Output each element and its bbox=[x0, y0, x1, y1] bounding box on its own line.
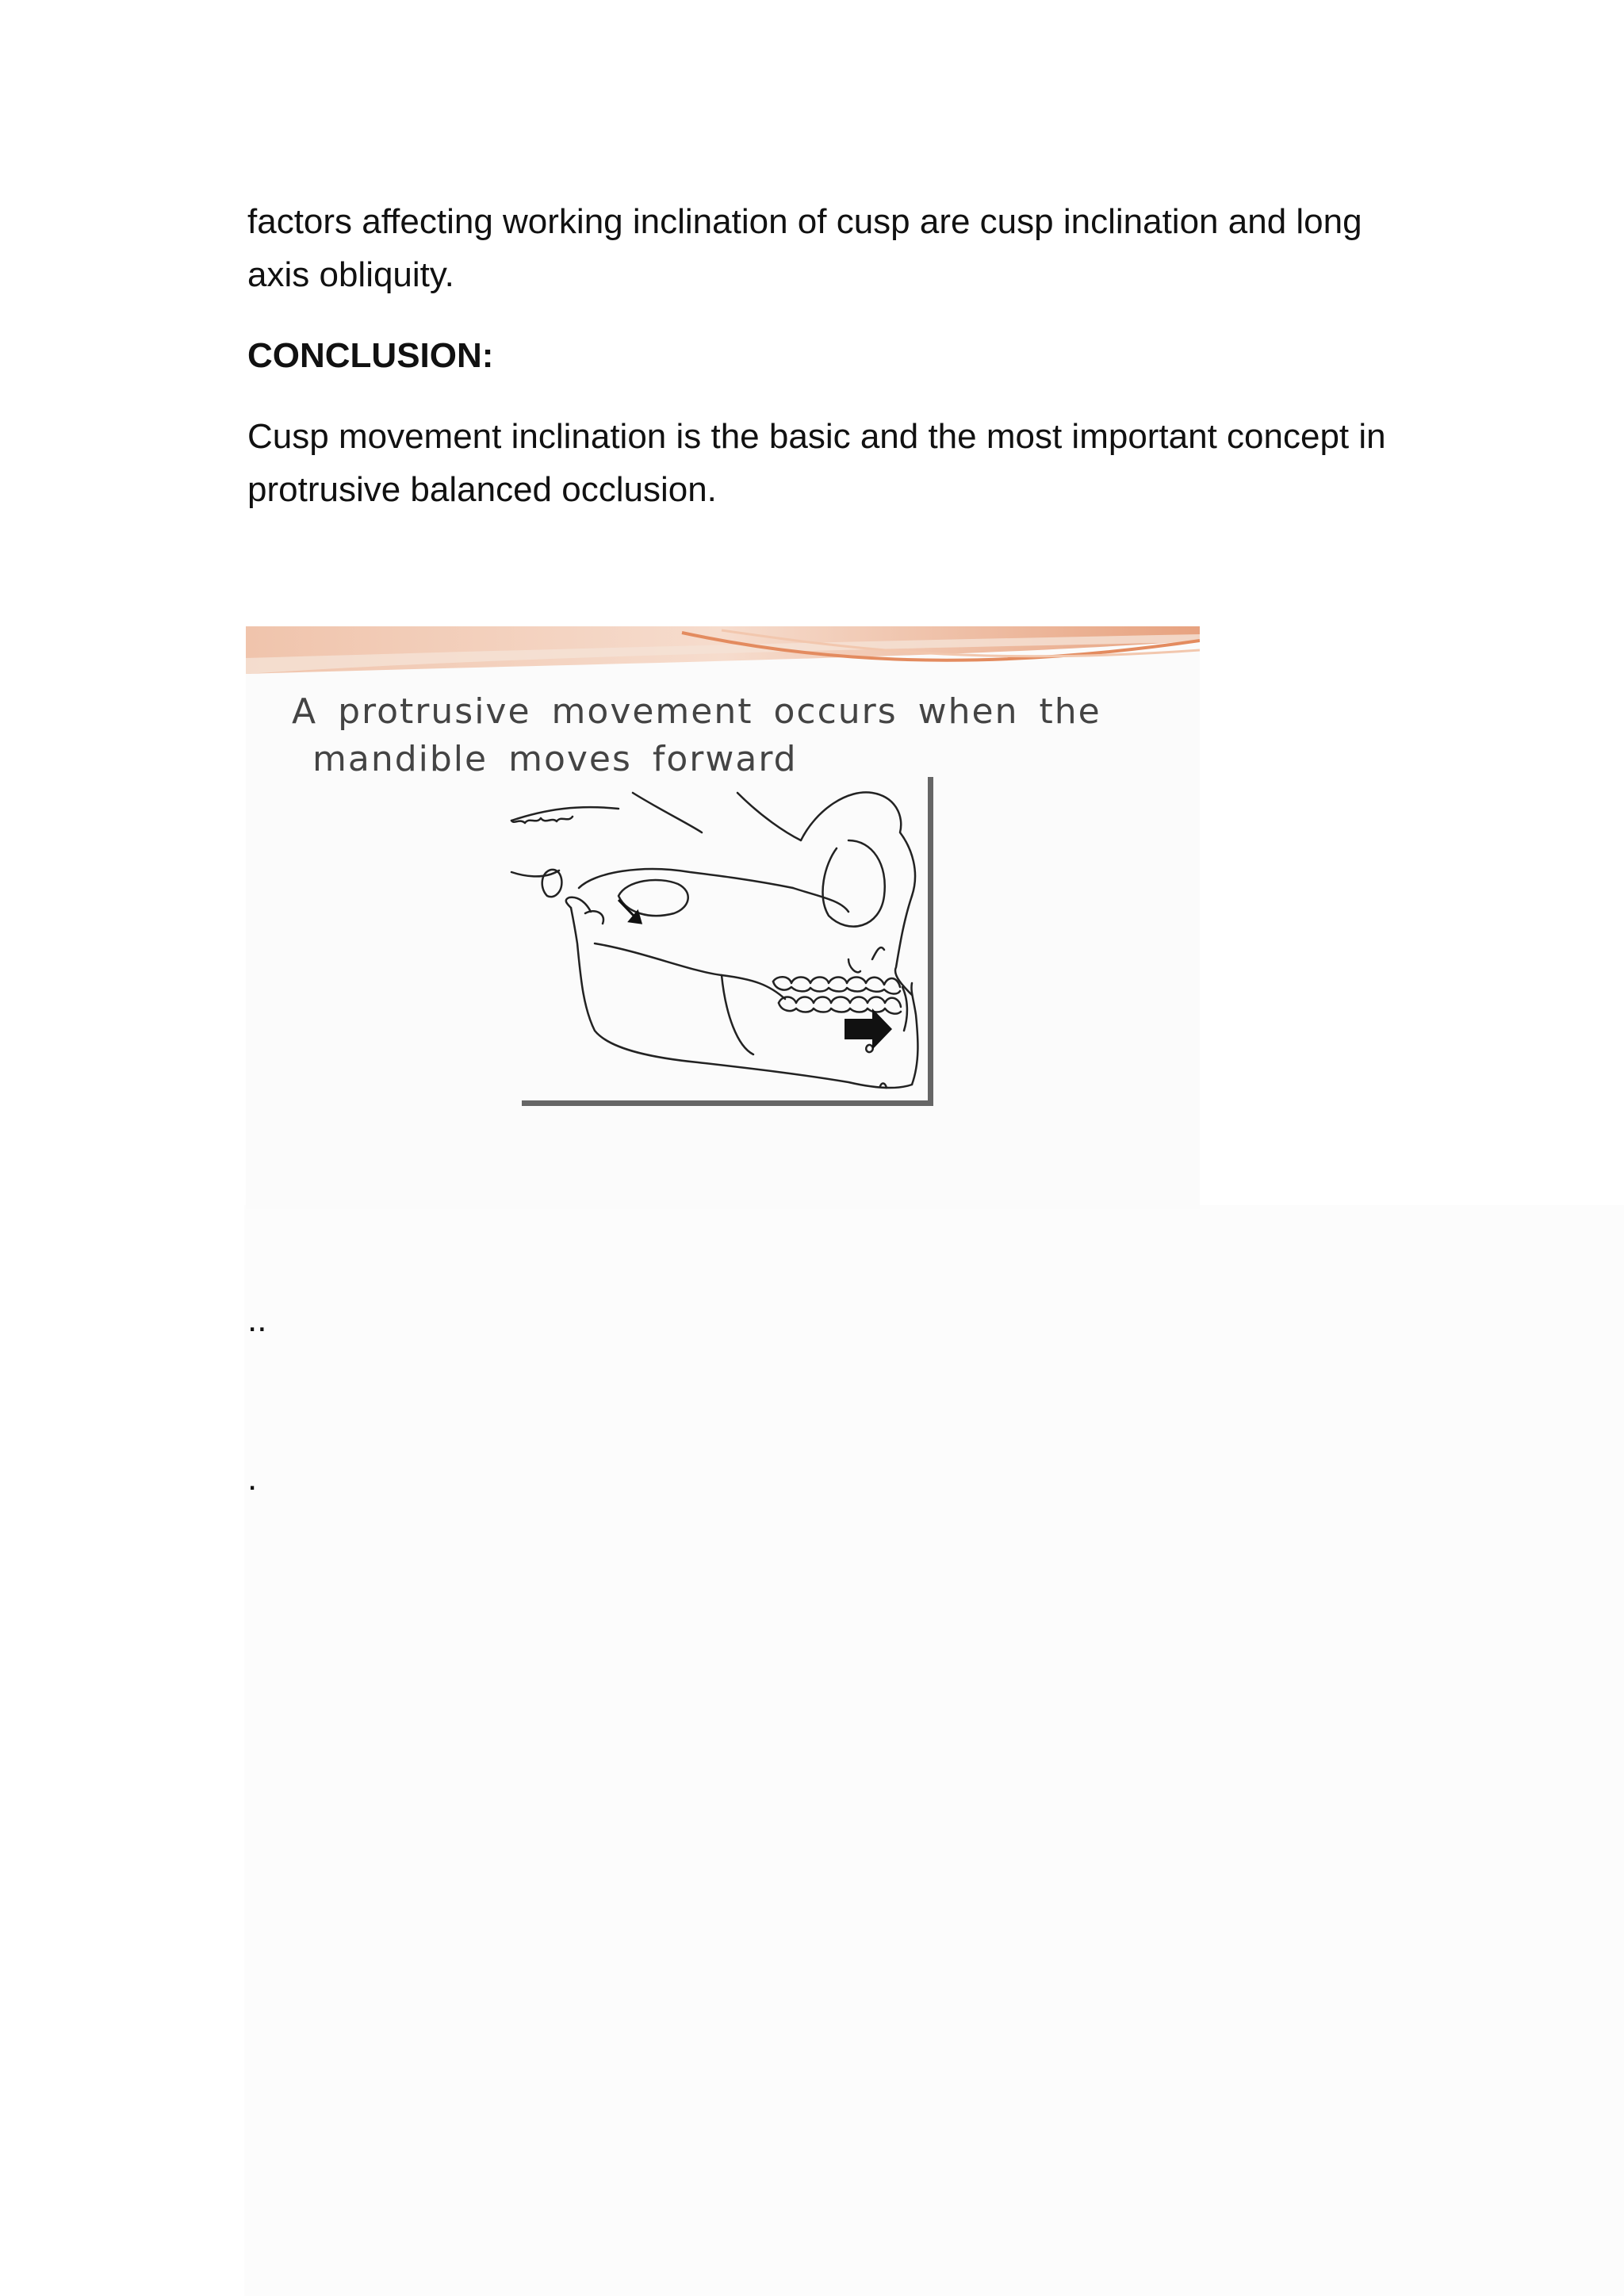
trailing-dots-2: . bbox=[247, 1459, 258, 1498]
caption-line-1: A protrusive movement occurs when the bbox=[292, 691, 1101, 732]
caption-line-2: mandible moves forward bbox=[312, 739, 798, 779]
page-background-shade bbox=[244, 1205, 1624, 2296]
skull-jaw-illustration bbox=[246, 777, 1200, 1209]
conclusion-heading: CONCLUSION: bbox=[247, 336, 494, 375]
forward-arrow-icon bbox=[845, 1008, 892, 1050]
trailing-dots-1: .. bbox=[247, 1300, 267, 1339]
protrusive-movement-figure bbox=[246, 626, 1200, 1209]
paragraph-factors: factors affecting working inclination of cusp are cusp inclination and long axis obliquity. bbox=[247, 202, 1362, 294]
paragraph-conclusion: Cusp movement inclination is the basic and the most important concept in protrusive balanced occlusion. bbox=[247, 417, 1386, 509]
figure-caption bbox=[292, 688, 1180, 783]
